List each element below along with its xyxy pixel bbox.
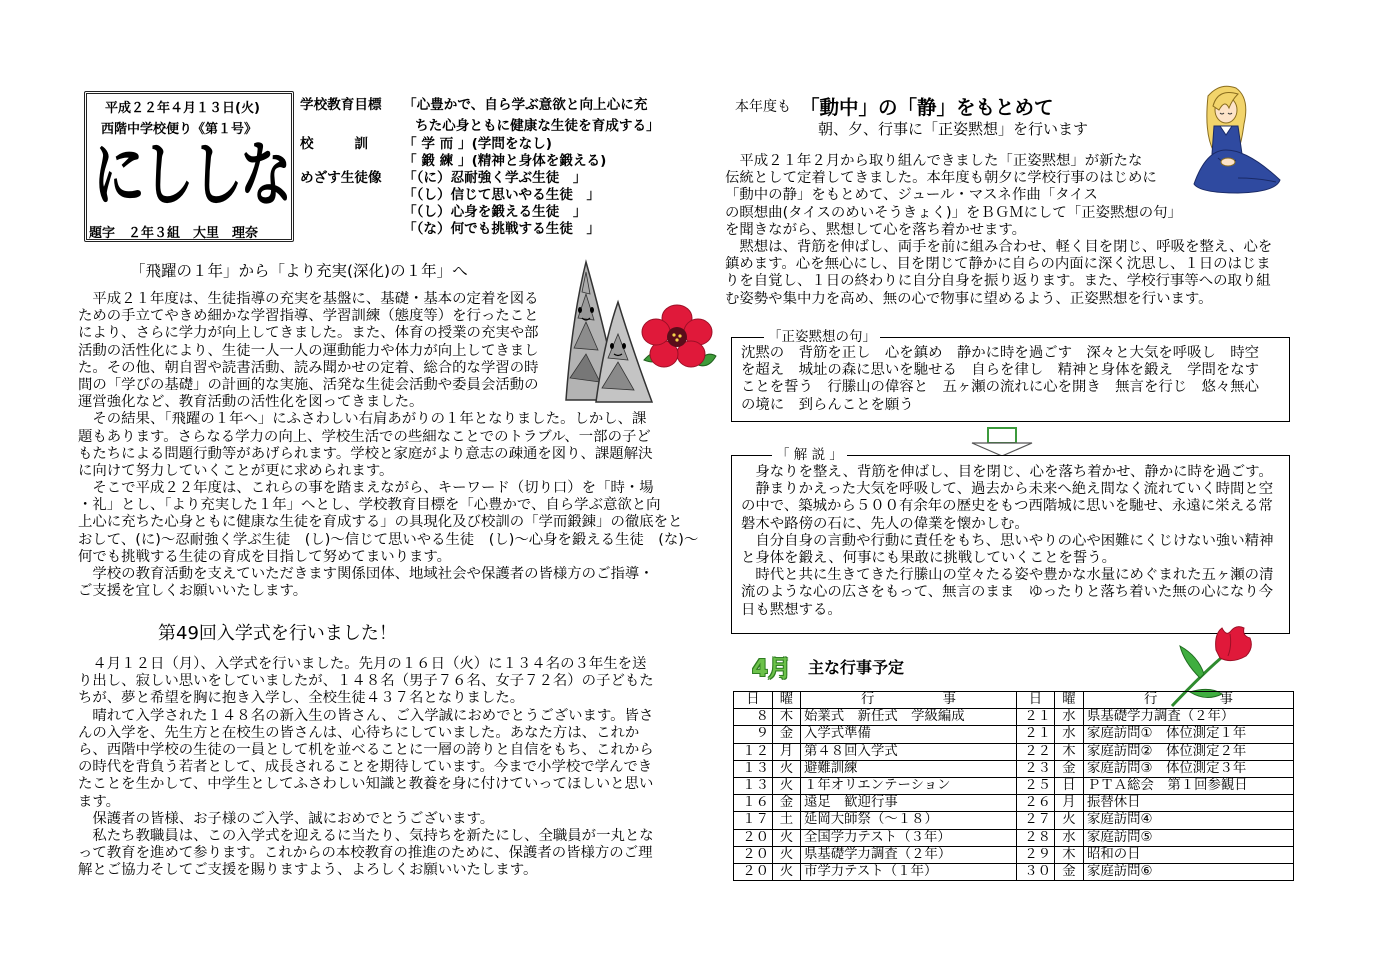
schedule-row: [734, 726, 1294, 743]
schedule-weekday: 火: [773, 829, 801, 846]
meditation-paragraph: [725, 153, 1272, 308]
schedule-day: １３: [734, 760, 773, 777]
schedule-event: 全国学力テスト（３年）: [801, 829, 1017, 846]
schedule-header-row: [734, 692, 1294, 709]
title-credit: 題字 ２年３組 大里 理奈: [89, 226, 259, 241]
down-arrow-icon: [970, 426, 1034, 457]
text-line: の瞑想曲(タイスのめいそうきょく)」をＢＧＭにして「正姿黙想の句」: [725, 204, 1182, 221]
schedule-day: ２０: [734, 864, 773, 881]
schedule-event: 昭和の日: [1084, 846, 1294, 863]
goal-label-motto: 校 訓: [300, 136, 368, 152]
header-event: 行事: [1084, 692, 1294, 709]
schedule-weekday: 月: [773, 743, 801, 760]
text-line: 学校の教育活動を支えていただきます関係団体、地域社会や保護者の皆様方のご指導・: [78, 566, 654, 582]
schedule-event: 家庭訪問⑤: [1084, 829, 1294, 846]
text-line: を聞きながら、黙想して心を落ち着かせます。: [725, 221, 1027, 238]
text-line: もたちによる問題行動等があげられます。学校と家庭がより意志の疎通を図り、課題解決: [78, 445, 653, 462]
text-line: 静まりかえった大気を呼吸して、過去から未来へ絶え間なく流れていく時間と空: [741, 481, 1274, 498]
text-line: その結果、「飛躍の１年へ」にふさわしい右肩あがりの１年となりました。しかし、課: [78, 411, 647, 428]
schedule-weekday: 水: [1055, 726, 1084, 743]
newsletter-title: にししな: [93, 135, 290, 217]
text-line: 間の「学びの基礎」の計画的な実施、活発な生徒会活動や委員会活動の: [78, 376, 539, 393]
text-line: ４月１２日（月）、入学式を行いました。先月の１６日（火）に１３４名の３年生を送: [78, 656, 647, 672]
text-line: ちが、夢と希望を胸に抱き入学し、全校生徒４３７名となりました。: [78, 690, 525, 707]
schedule-day: ３０: [1017, 864, 1055, 881]
schedule-day: ２３: [1017, 760, 1055, 777]
schedule-row: [734, 864, 1294, 881]
text-line: 沈黙の 背筋を正し 心を鎮め 静かに時を過ごす 深々と大気を呼吸し 時空: [741, 345, 1260, 361]
schedule-event: １年オリエンテーション: [801, 778, 1017, 795]
schedule-event: 家庭訪問⑥: [1084, 864, 1294, 881]
text-line: により、さらに学力が向上してきました。また、体育の授業の充実や部: [78, 325, 539, 342]
text-line: ます。: [78, 793, 121, 810]
poem-text: [741, 345, 1259, 414]
schedule-event: 遠足 歓迎行事: [801, 795, 1017, 812]
schedule-event: 第４８回入学式: [801, 743, 1017, 760]
text-line: 保護者の皆様、お子様のご入学、誠におめでとうございます。: [78, 810, 495, 827]
schedule-event: 振替休日: [1084, 795, 1294, 812]
text-line: 私たち教職員は、この入学式を迎えるに当たり、気持ちを新たにし、全職員が一丸とな: [78, 827, 654, 844]
text-line: おして、(に)～忍耐強く学ぶ生徒 (し)～信じて思いやる生徒 (し)～心身を鍛える生徒 (な)～: [78, 531, 699, 548]
feature-subtitle: 朝、夕、行事に「正姿黙想」を行います: [818, 120, 1089, 138]
text-line: 日も黙想する。: [741, 601, 842, 618]
schedule-day: ９: [734, 726, 773, 743]
schedule-day: ２０: [734, 829, 773, 846]
issue-date: 平成２２年４月１３日(火): [105, 101, 260, 116]
schedule-weekday: 土: [773, 812, 801, 829]
schedule-day: １２: [734, 743, 773, 760]
section-heading-entrance-ceremony: 第49回入学式を行いました！: [158, 623, 397, 644]
schedule-event: 家庭訪問③ 体位測定３年: [1084, 760, 1294, 777]
schedule-weekday: 金: [1055, 760, 1084, 777]
section-heading-leap-year: 「飛躍の１年」から「より充実(深化)の１年」へ: [130, 262, 468, 280]
text-line: 題もあります。さらなる学力の向上、学校生活での些細なことでのトラブル、一部の子ど: [78, 428, 651, 445]
schedule-event: 家庭訪問④: [1084, 812, 1294, 829]
goal-education-line: 「心豊かで、自ら学ぶ意欲と向上心に充: [403, 97, 648, 113]
goal-education-line: ちた心身ともに健康な生徒を育成する」: [415, 118, 660, 134]
ideal-student-line: 「（し）信じて思いやる生徒 」: [403, 187, 601, 203]
text-line: ことを誓う 行縢山の偉容と 五ヶ瀬の流れに心を開き 無言を行じ 悠々無心: [741, 379, 1260, 396]
schedule-event: ＰＴＡ総会 第１回参観日: [1084, 778, 1294, 795]
text-line: の時代を背負う若者として、成長されることを期待しています。今まで小学校で学んでき: [78, 759, 653, 776]
red-flower-illustration: [636, 302, 718, 376]
goal-label-ideal-student: めざす生徒像: [300, 170, 382, 186]
text-line: 伝統として定着してきました。本年度も朝夕に学校行事のはじめに: [725, 170, 1157, 187]
text-line: に向けて努力していくことが更に求められます。: [78, 462, 394, 479]
schedule-event: 延岡大師祭（～１８）: [801, 812, 1017, 829]
schedule-row: [734, 829, 1294, 846]
schedule-weekday: 金: [773, 726, 801, 743]
school-goals: [300, 96, 690, 241]
schedule-day: ２６: [1017, 795, 1055, 812]
schedule-event: 家庭訪問① 体位測定１年: [1084, 726, 1294, 743]
text-line: 平成２１年度は、生徒指導の充実を基盤に、基礎・基本の定着を図る: [78, 291, 539, 307]
text-line: たことを生かして、中学生としてふさわしい知識と教養を身に付けていってほしいと思い: [78, 776, 654, 793]
text-line: 時代と共に生きてきた行縢山の堂々たる姿や豊かな水量にめぐまれた五ヶ瀬の清: [741, 567, 1274, 584]
ideal-student-line: 「（な）何でも挑戦する生徒 」: [403, 221, 601, 237]
event-schedule-table: [733, 691, 1294, 881]
text-line: を超え 城址の森に思いを馳せる 自らを律し 精神と身体を鍛え 学問をなす: [741, 362, 1260, 379]
schedule-weekday: 月: [1055, 795, 1084, 812]
explanation-text: [741, 464, 1273, 619]
schedule-weekday: 日: [1055, 778, 1084, 795]
text-line: 活動の活性化により、生徒一人一人の運動能力や体力が向上してきまし: [78, 342, 539, 359]
text-line: の境に 到らんことを願う: [741, 396, 914, 413]
text-line: ・礼」とし、「より充実した１年」へとし、学校教育目標を「心豊かで、自ら学ぶ意欲と向: [78, 497, 661, 514]
text-line: そこで平成２２年度は、これらの事を踏まえながら、キーワード（切り口）を「時・場: [78, 480, 654, 497]
schedule-day: １６: [734, 795, 773, 812]
schedule-event: 県基礎学力調査（２年）: [1084, 709, 1294, 726]
text-line: 運営強化など、教育活動の活性化を図ってきました。: [78, 394, 424, 411]
schedule-day: １３: [734, 778, 773, 795]
text-line: ための手立てやきめ細かな学習指導、学習訓練（態度等）を行ったこと: [78, 308, 539, 325]
schedule-event: 家庭訪問② 体位測定２年: [1084, 743, 1294, 760]
schedule-weekday: 水: [1055, 829, 1084, 846]
schedule-row: [734, 743, 1294, 760]
poem-box-title: 「正姿黙想の句」: [764, 329, 880, 345]
schedule-event: 市学力テスト（１年）: [801, 864, 1017, 881]
motto-line: 「 学 而 」(学問をなし): [403, 136, 552, 152]
text-line: 磐木や路傍の石に、先人の偉業を懐かしむ。: [741, 515, 1029, 532]
schedule-weekday: 火: [773, 778, 801, 795]
schedule-row: [734, 709, 1294, 726]
text-line: む姿勢や集中力を高め、無の心で物事に望めるよう、正姿黙想を行います。: [725, 290, 1213, 307]
schedule-day: ８: [734, 709, 773, 726]
schedule-day: ２１: [1017, 726, 1055, 743]
text-line: の中で、築城から５００有余年の歴史をもつ西階城に思いを馳せ、永遠に栄える常: [741, 498, 1273, 515]
text-line: た。その他、朝自習や読書活動、読み聞かせの定着、総合的な学習の時: [78, 359, 539, 376]
schedule-weekday: 火: [773, 760, 801, 777]
schedule-weekday: 木: [773, 709, 801, 726]
text-line: と身体を鍛え、何事にも果敢に挑戦していくことを誓う。: [741, 549, 1117, 566]
schedule-event: 入学式準備: [801, 726, 1017, 743]
ideal-student-line: 「（し）心身を鍛える生徒 」: [403, 204, 587, 220]
text-line: 解とご協力そしてご支援を賜りますよう、よろしくお願いいたします。: [78, 862, 538, 879]
text-line: ご支援を宜しくお願いいたします。: [78, 583, 308, 600]
feature-title-prefix: 本年度も: [735, 99, 791, 115]
text-line: 黙想は、背筋を伸ばし、両手を前に組み合わせ、軽く目を閉じ、呼吸を整え、心を: [725, 238, 1273, 255]
schedule-body: [734, 709, 1294, 881]
text-line: ら、西階中学校の生徒の一員として机を並べることに一層の誇りと自信をもち、これから: [78, 741, 654, 758]
text-line: んの入学を、先生方と在校生の皆さんは、心待ちにしていました。あなた方は、これか: [78, 724, 640, 741]
schedule-weekday: 金: [773, 795, 801, 812]
schedule-day: ２７: [1017, 812, 1055, 829]
schedule-row: [734, 795, 1294, 812]
schedule-row: [734, 846, 1294, 863]
schedule-event: 始業式 新任式 学級編成: [801, 709, 1017, 726]
header-day: 日: [734, 692, 773, 709]
feature-title: 「動中」の「静」をもとめて: [800, 96, 1054, 119]
text-line: 何でも挑戦する生徒の育成を目指して努めてまいります。: [78, 548, 452, 565]
schedule-weekday: 水: [1055, 709, 1084, 726]
text-line: 晴れて入学された１４８名の新入生の皆さん、ご入学誠におめでとうございます。皆さ: [78, 707, 654, 724]
schedule-day: ２５: [1017, 778, 1055, 795]
schedule-day: ２８: [1017, 829, 1055, 846]
schedule-weekday: 木: [1055, 846, 1084, 863]
header-weekday: 曜: [773, 692, 801, 709]
schedule-weekday: 火: [773, 864, 801, 881]
ideal-student-line: 「（に）忍耐強く学ぶ生徒 」: [403, 170, 587, 186]
schedule-row: [734, 778, 1294, 795]
schedule-day: ２９: [1017, 846, 1055, 863]
header-weekday: 曜: [1055, 692, 1084, 709]
explanation-box-title: 「 解 説 」: [772, 447, 847, 463]
schedule-weekday: 火: [1055, 812, 1084, 829]
schedule-event: 県基礎学力調査（２年）: [801, 846, 1017, 863]
schedule-weekday: 木: [1055, 743, 1084, 760]
text-line: 鎮めます。心を無心にし、目を閉じて静かに自らの内面に深く沈思し、１日のはじま: [725, 256, 1271, 273]
schedule-day: ２１: [1017, 709, 1055, 726]
text-line: 上心に充ちた心身ともに健康な生徒を育成する」の具現化及び校訓の「学而鍛錬」の徹底をと: [78, 514, 683, 531]
issue-number: 西階中学校便り《第１号》: [101, 122, 258, 137]
text-line: 流のような心の広さをもって、無言のまま ゆったりと落ち着いた無の心になり今: [741, 584, 1274, 601]
schedule-weekday: 金: [1055, 864, 1084, 881]
schedule-event: 避難訓練: [801, 760, 1017, 777]
motto-line: 「 鍛 練 」(精神と身体を鍛える): [403, 153, 607, 169]
schedule-row: [734, 760, 1294, 777]
text-line: って教育を進めて参ります。これからの本校教育の推進のために、保護者の皆様方のご理: [78, 845, 653, 862]
month-label: 4月: [752, 656, 792, 682]
text-line: 自分自身の言動や行動に責任をもち、思いやりの心や困難にくじけない強い精神: [741, 532, 1274, 549]
schedule-row: [734, 812, 1294, 829]
header-day: 日: [1017, 692, 1055, 709]
text-line: りを自覚し、１日の終わりに自分自身を振り返ります。また、学校行事等への取り組: [725, 273, 1271, 290]
entrance-ceremony-paragraph: [78, 656, 654, 879]
goal-label-education: 学校教育目標: [300, 97, 382, 113]
schedule-day: １７: [734, 812, 773, 829]
text-line: り出し、寂しい思いをしていましたが、１４８名（男子７６名、女子７２名）の子どもた: [78, 673, 654, 690]
schedule-day: ２０: [734, 846, 773, 863]
header-event: 行事: [801, 692, 1017, 709]
text-line: 平成２１年２月から取り組んできました「正姿黙想」が新たな: [725, 153, 1143, 169]
text-line: 身なりを整え、背筋を伸ばし、目を閉じ、心を落ち着かせ、静かに時を過ごす。: [741, 464, 1273, 480]
text-line: 「動中の静」をもとめて、ジュール・マスネ作曲「タイス: [725, 187, 1098, 204]
schedule-weekday: 火: [773, 846, 801, 863]
schedule-day: ２２: [1017, 743, 1055, 760]
schedule-title: 主な行事予定: [808, 658, 905, 677]
